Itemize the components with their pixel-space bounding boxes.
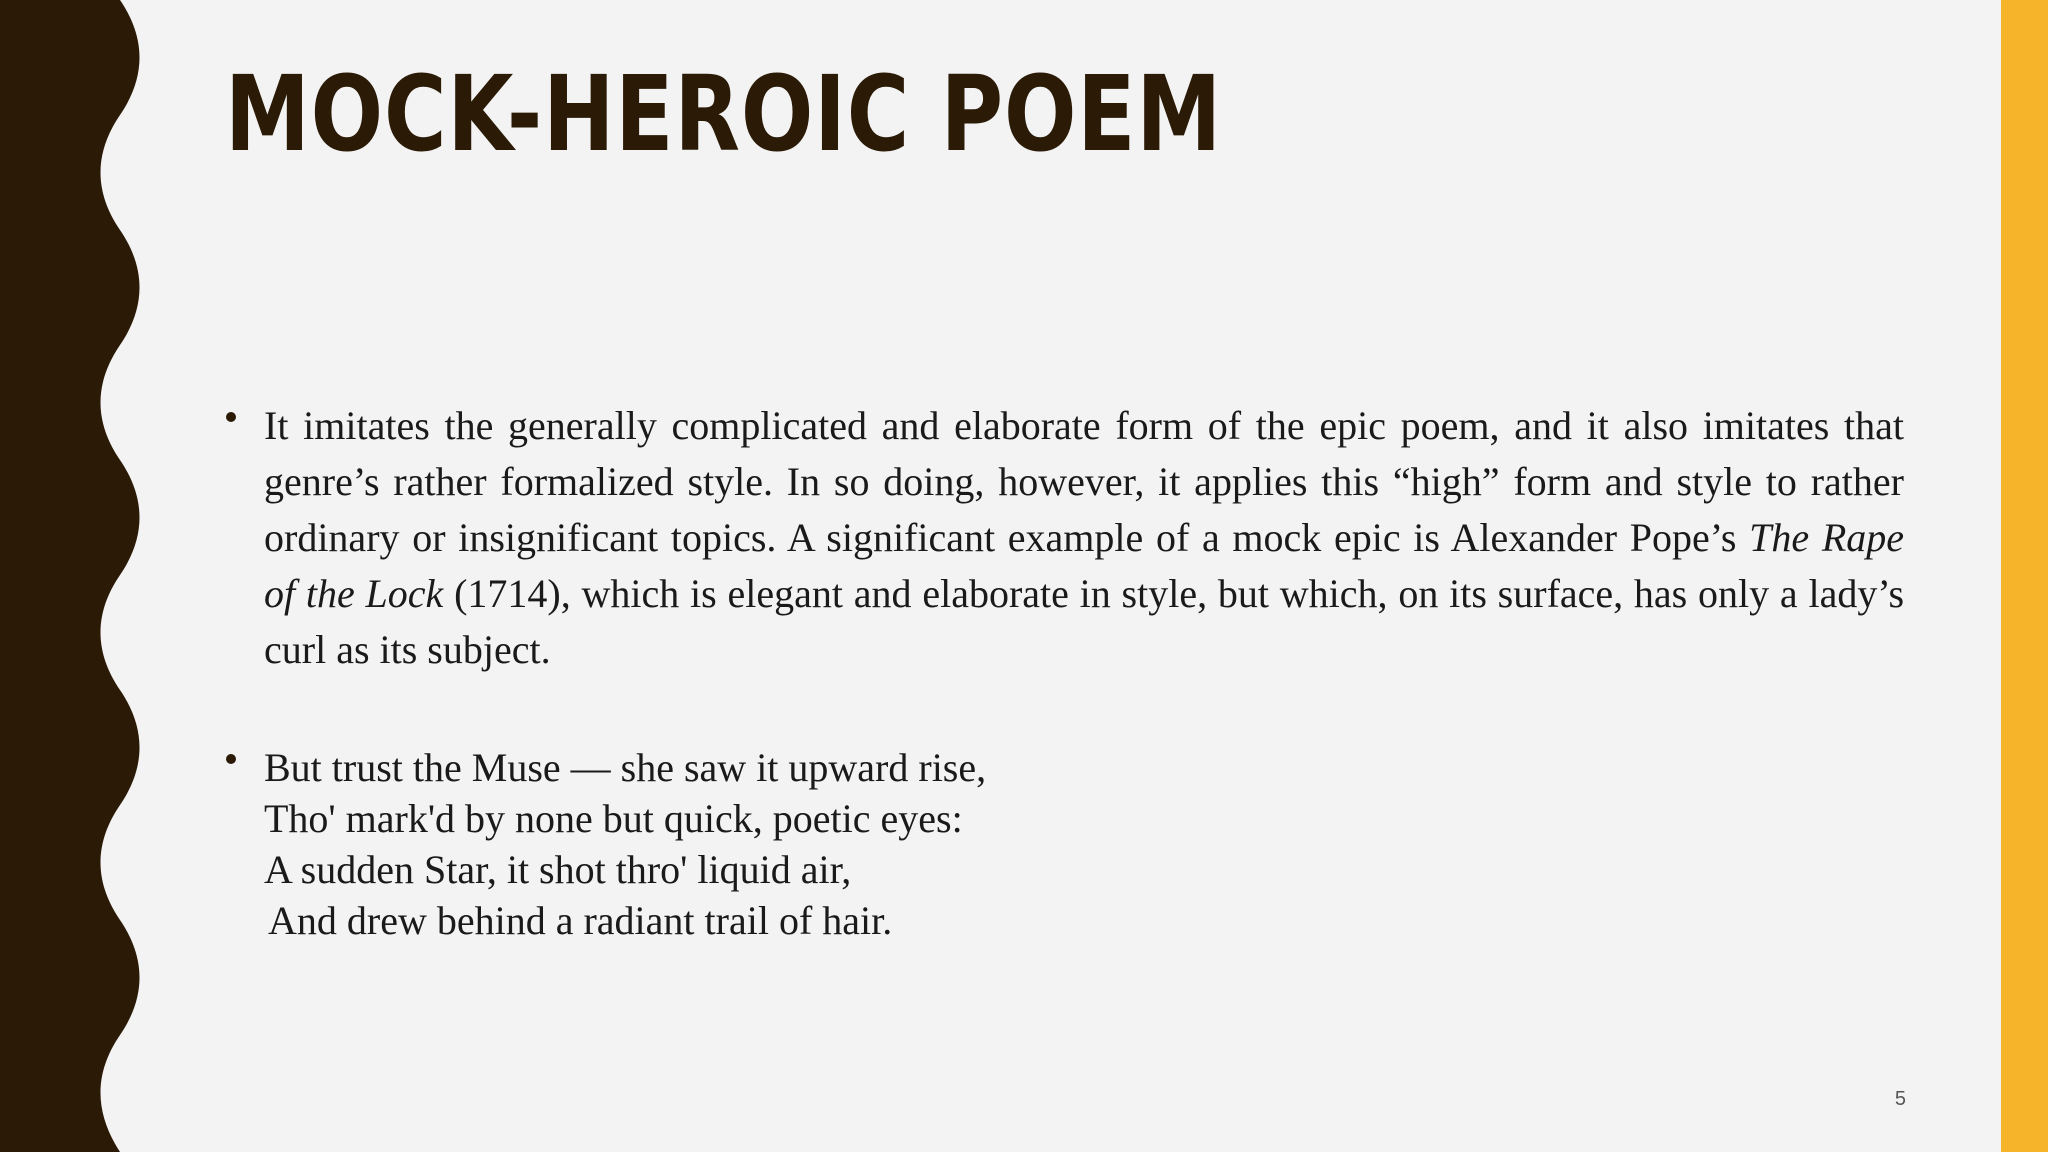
slide-title: MOCK-HEROIC POEM [225, 53, 1223, 175]
bullet-dot [226, 754, 236, 764]
poem-line: But trust the Muse — she saw it upward rise, [264, 745, 987, 790]
bullet-text-part: It imitates the generally complicated and elaborate form of the epic poem, and it also imitates that genre’s rather formalized style. In so doing, however, it applies this “high” form and style to rather ordinary or insignificant topics. A significant example of a mock epic is Alexander Pope’s [264, 403, 1904, 560]
poem-line: A sudden Star, it shot thro' liquid air, [264, 847, 852, 892]
bullet-text-part: (1714), which is elegant and elaborate in style, but which, on its surface, has only a lady’s curl as its subject. [264, 571, 1905, 672]
wave-shape [0, 0, 140, 1152]
page-number: 5 [1894, 1088, 1906, 1110]
bullet-item-description [222, 398, 1904, 678]
bullet-item-poem-excerpt [222, 742, 1904, 946]
poem-title-italic: The Rape of the Lock [264, 515, 1905, 616]
bullet-dot [226, 412, 236, 422]
left-wave-decoration [0, 0, 160, 1152]
right-accent-bar [2001, 0, 2048, 1152]
poem-line: Tho' mark'd by none but quick, poetic eyes: [264, 796, 963, 841]
bullet-list [222, 398, 1904, 946]
poem-line: And drew behind a radiant trail of hair. [268, 898, 893, 943]
